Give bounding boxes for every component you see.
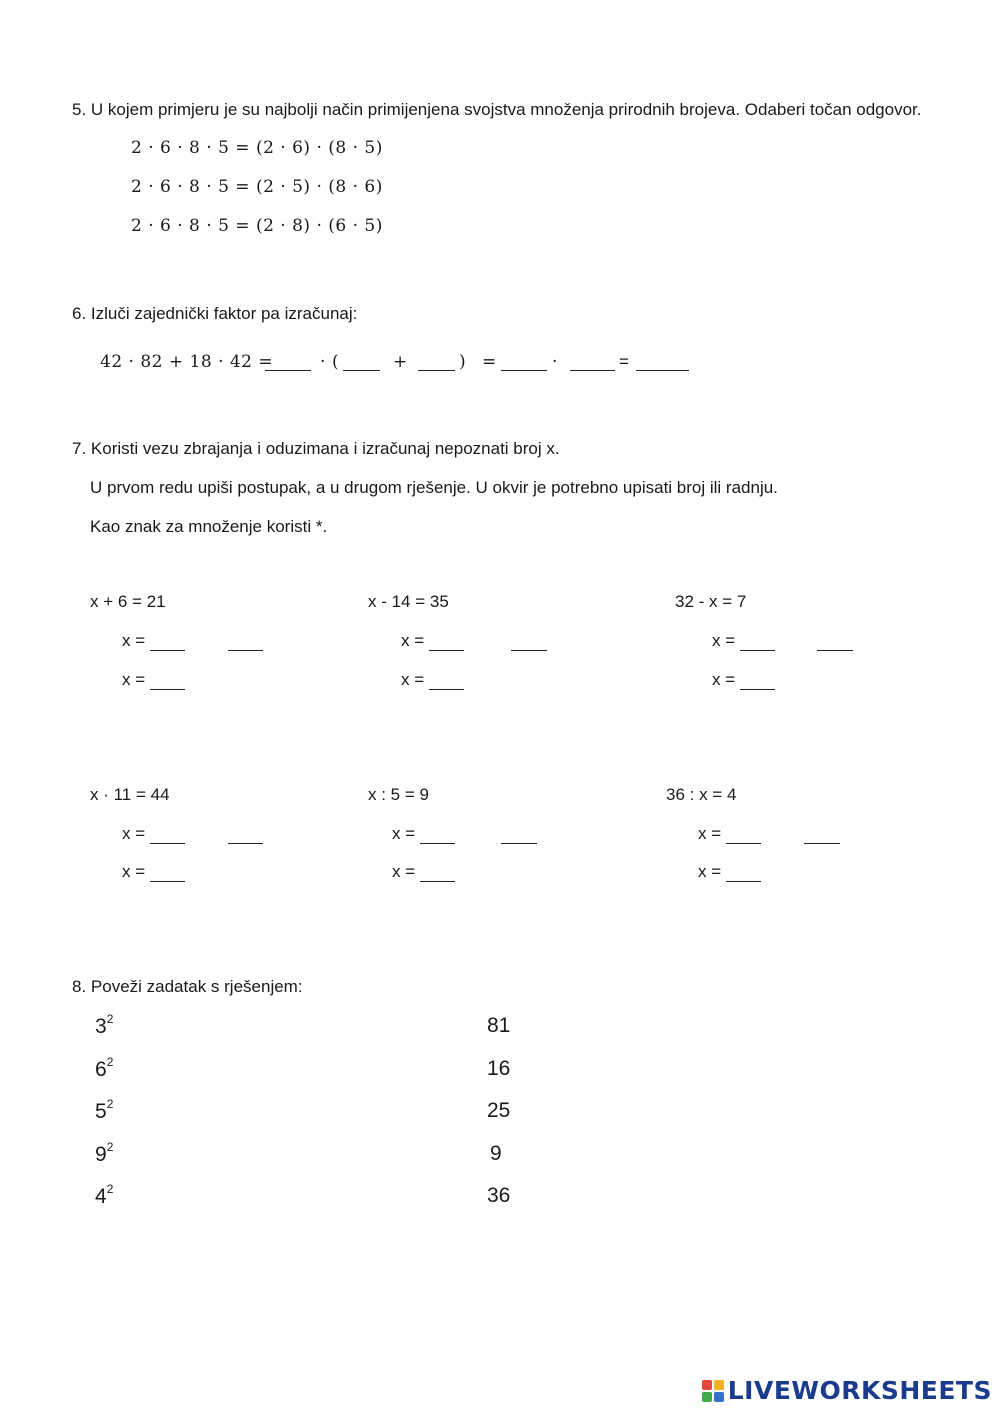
- q7-eq5-answer-label: x =: [392, 862, 416, 881]
- question-8-text: 8. Poveži zadatak s rješenjem:: [72, 977, 303, 996]
- q7-eq2-step-blank-1[interactable]: [429, 636, 464, 651]
- q7-eq5-step-label: x =: [392, 824, 416, 843]
- power-base: 9: [95, 1143, 107, 1166]
- q7-eq6-step-label: x =: [698, 824, 722, 843]
- question-6-text: 6. Izluči zajednički faktor pa izračunaj:: [72, 304, 358, 323]
- q5-option-2[interactable]: 2 · 6 · 8 · 5 = (2 · 5) · (8 · 6): [131, 177, 383, 197]
- q6-expression: 42 · 82 + 18 · 42 =: [100, 352, 274, 372]
- logo-text: LIVEWORKSHEETS: [727, 1376, 992, 1405]
- q8-left-item-5[interactable]: [95, 1184, 113, 1209]
- q7-eq4-answer-label: x =: [122, 862, 146, 881]
- question-7-instruction-1: U prvom redu upiši postupak, a u drugom rješenje. U okvir je potrebno upisati broj ili radnju.: [90, 478, 778, 497]
- q7-eq4-step-blank-1[interactable]: [150, 829, 185, 844]
- q7-equation-2: x - 14 = 35: [368, 592, 449, 611]
- q6-blank-term-2[interactable]: [418, 356, 455, 371]
- q6-blank-a[interactable]: [501, 356, 547, 371]
- q7-eq3-step-label: x =: [712, 631, 736, 650]
- q7-eq2-step-label: x =: [401, 631, 425, 650]
- power-exponent: 2: [106, 1097, 114, 1111]
- q7-eq1-step-label: x =: [122, 631, 146, 650]
- q7-eq3-answer-blank[interactable]: [740, 675, 775, 690]
- q7-eq3-step-blank-1[interactable]: [740, 636, 775, 651]
- power-exponent: 2: [106, 1055, 114, 1069]
- q7-eq6-step-blank-1[interactable]: [726, 829, 761, 844]
- q7-eq1-answer-label: x =: [122, 670, 146, 689]
- q7-eq1-answer-blank[interactable]: [150, 675, 185, 690]
- q7-eq2-answer-blank[interactable]: [429, 675, 464, 690]
- liveworksheets-logo: [702, 1376, 992, 1405]
- q7-eq5-answer-blank[interactable]: [420, 867, 455, 882]
- q6-times: ·: [552, 352, 558, 372]
- q6-close-paren: ): [459, 352, 467, 372]
- power-base: 6: [95, 1058, 107, 1081]
- q6-dot: ·: [320, 352, 326, 372]
- q7-eq2-step-blank-2[interactable]: [511, 636, 547, 651]
- power-base: 5: [95, 1100, 107, 1123]
- power-exponent: 2: [106, 1182, 114, 1196]
- q8-right-item-5[interactable]: 36: [487, 1184, 511, 1207]
- q8-right-item-4[interactable]: 9: [490, 1142, 502, 1165]
- q8-left-item-1[interactable]: [95, 1014, 113, 1039]
- q5-option-3[interactable]: 2 · 6 · 8 · 5 = (2 · 8) · (6 · 5): [131, 216, 383, 236]
- q7-eq5-step-blank-1[interactable]: [420, 829, 455, 844]
- q6-equals-1: =: [482, 352, 497, 372]
- q7-eq5-step-blank-2[interactable]: [501, 829, 537, 844]
- q6-plus: +: [393, 352, 408, 372]
- q7-eq6-step-blank-2[interactable]: [804, 829, 840, 844]
- question-7-text: 7. Koristi vezu zbrajanja i oduzimana i izračunaj nepoznati broj x.: [72, 439, 560, 458]
- q7-equation-5: x : 5 = 9: [368, 785, 429, 804]
- q7-eq2-answer-label: x =: [401, 670, 425, 689]
- q8-right-item-3[interactable]: 25: [487, 1099, 511, 1122]
- q7-eq6-answer-blank[interactable]: [726, 867, 761, 882]
- q6-blank-factor[interactable]: [265, 356, 311, 371]
- power-base: 4: [95, 1185, 107, 1208]
- q7-eq1-step-blank-2[interactable]: [228, 636, 263, 651]
- q8-right-item-2[interactable]: 16: [487, 1057, 511, 1080]
- q6-open-paren: (: [332, 352, 340, 372]
- q6-equals-2: =: [619, 352, 629, 371]
- q7-eq3-step-blank-2[interactable]: [817, 636, 853, 651]
- q6-blank-b[interactable]: [570, 356, 615, 371]
- q5-option-1[interactable]: 2 · 6 · 8 · 5 = (2 · 6) · (8 · 5): [131, 138, 383, 158]
- q7-eq4-step-label: x =: [122, 824, 146, 843]
- q7-equation-1: x + 6 = 21: [90, 592, 166, 611]
- logo-mark-icon: [702, 1380, 724, 1402]
- q7-equation-6: 36 : x = 4: [666, 785, 737, 804]
- q8-left-item-2[interactable]: [95, 1057, 113, 1082]
- power-exponent: 2: [106, 1140, 114, 1154]
- question-5-text: 5. U kojem primjeru je su najbolji način primijenjena svojstva množenja prirodnih brojeva. Odaberi točan odgovor.: [72, 100, 922, 119]
- q6-blank-result[interactable]: [636, 356, 689, 371]
- q7-eq4-answer-blank[interactable]: [150, 867, 185, 882]
- q8-left-item-3[interactable]: [95, 1099, 113, 1124]
- q7-equation-3: 32 - x = 7: [675, 592, 747, 611]
- q8-left-item-4[interactable]: [95, 1142, 113, 1167]
- power-base: 3: [95, 1015, 107, 1038]
- power-exponent: 2: [106, 1012, 114, 1026]
- q7-eq4-step-blank-2[interactable]: [228, 829, 263, 844]
- q7-eq6-answer-label: x =: [698, 862, 722, 881]
- q7-equation-4: x · 11 = 44: [90, 785, 170, 804]
- q6-blank-term-1[interactable]: [343, 356, 380, 371]
- q7-eq3-answer-label: x =: [712, 670, 736, 689]
- q7-eq1-step-blank-1[interactable]: [150, 636, 185, 651]
- question-7-instruction-2: Kao znak za množenje koristi *.: [90, 517, 328, 536]
- q8-right-item-1[interactable]: 81: [487, 1014, 511, 1037]
